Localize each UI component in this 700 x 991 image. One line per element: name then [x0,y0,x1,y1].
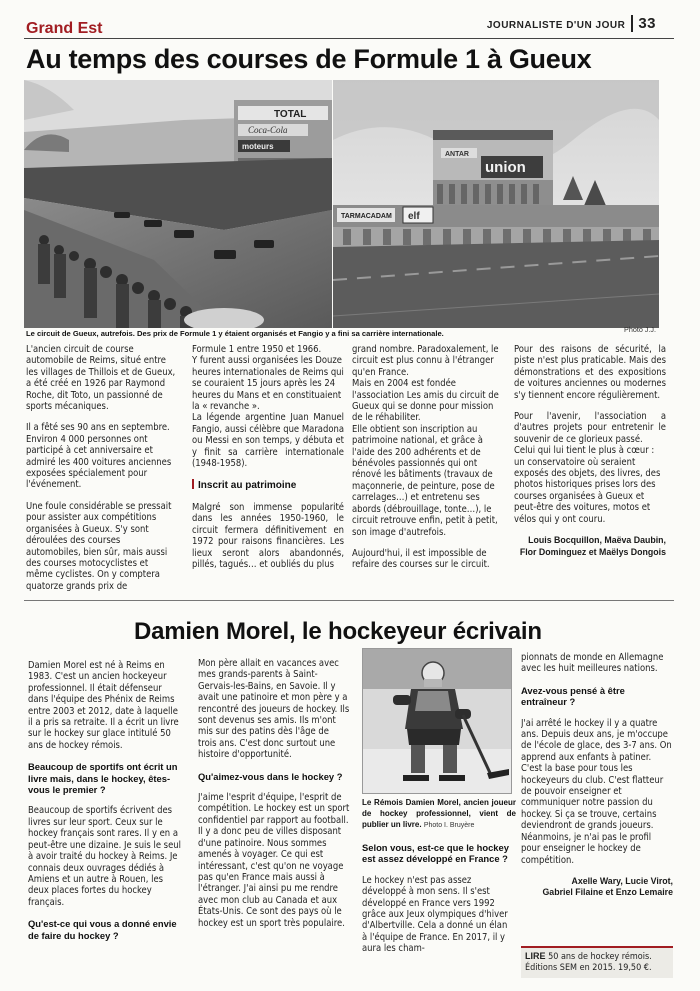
hockey-player-illustration [363,649,512,794]
subheading-text: Inscrit au patrimoine [198,480,297,492]
paragraph: Mon père allait en vacances avec mes grands-parents à Saint-Gervais-les-Bains, en Savoie. Il y avait une patinoire et mon père y a rencontré des joueurs de hockey. Ils sont devenus ses amis. Ils m'ont mis sur des patins dès l'âge de trois ans. C'est donc surtout une histoire d'opportunité. [198,658,350,761]
tarmacadam-sign: TARMACADAM [341,213,392,220]
moteurs-sign: moteurs [242,142,274,151]
grandstand-photo [333,80,659,328]
paragraph: Pour des raisons de sécurité, la piste n'est plus praticable. Mais des démonstrations et des expositions de voitures anciennes ou modernes s'y tiennent encore régulièrement. [514,344,666,401]
circuit-crowd-photo [24,80,332,328]
paragraph: Une foule considérable se pressait pour assister aux compétitions organisées à Gueux. S'y sont déroulées des courses automobiles, bien sûr, mais aussi des courses motocyclistes et même cyclistes. On y comptera quatorze grands prix de [26,500,172,592]
paragraph: Aujourd'hui, il est impossible de refaire des courses sur le circuit. [352,547,490,571]
grandstand-illustration [333,80,659,328]
circuit-crowd-illustration [24,80,332,328]
article-1-column-2 [192,344,344,594]
interview-question: Selon vous, est-ce que le hockey est assez développé en France ? [362,842,509,865]
paragraph: Le hockey n'est pas assez développé à mon sens. Il s'est développé en France vers 1992 grâce aux Jeux olympiques d'hiver d'Albertville. Cela a donné un élan à l'équipe de France. En 2017, il y aura les cham- [362,874,508,955]
paragraph: L'ancien circuit de course automobile de Reims, situé entre les villages de Thillois et de Gueux, a été créé en 1926 par Raymond Roche, dit Toto, un passionné de sports mécaniques. [26,344,176,413]
hockey-photo-caption [362,797,516,831]
paragraph: La légende argentine Juan Manuel Fangio, aussi célèbre que Maradona ou Messi en son temps, y débuta et y finit sa carrière internationale (1948-1958). [192,412,344,470]
antar-sign: ANTAR [445,151,469,158]
book-reference-text: 50 ans de hockey rémois. Éditions SEM en 2015. 19,50 €. [525,952,652,974]
paragraph: pionnats de monde en Allemagne avec les huit meilleures nations. [521,652,664,675]
hockey-caption-text: Le Rémois Damien Morel, ancien joueur de hockey professionnel, vient de publier un livre. [362,798,516,829]
article-1-column-4 [514,344,666,594]
paragraph: J'ai arrêté le hockey il y a quatre ans. Depuis deux ans, je m'occupe de l'école de glace, des 3-7 ans. On apprend aux enfants à patiner. C'est la base pour tous les hockeyeurs du club. C'est flatteur de pouvoir enseigner et communiquer notre passion du hockey. Si ça se trouve, certains deviendront de grands joueurs. Néanmoins, je n'ai pas le profil pour enseigner le hockey de compétition. [521,717,672,866]
hockey-photo-credit: Photo I. Bruyère [423,822,475,829]
coca-cola-sign: Coca-Cola [248,125,288,135]
article-2-column-2 [198,658,350,958]
photo-credit: Photo J.J. [624,325,656,334]
interview-question: Beaucoup de sportifs ont écrit un livre mais, dans le hockey, êtes-vous le premier ? [28,761,178,796]
interview-question: Avez-vous pensé à être entraîneur ? [521,684,625,708]
section-label: Grand Est [26,20,103,37]
author-line: Louis Bocquillon, Maëva Daubin, [528,535,666,546]
article-2-column-1 [28,660,184,960]
author-line: Flor Dominguez et Maëlys Dongois [519,546,666,557]
article-divider [24,600,674,601]
hockey-player-photo [362,648,512,794]
paragraph: Il a fêté ses 90 ans en septembre. Environ 4 000 personnes ont participé à cet anniversaire et admiré les 400 voitures anciennes exposées spécialement pour l'événement. [26,422,172,491]
header-rule [24,38,674,39]
article-1-headline: Au temps des courses de Formule 1 à Gueux [26,44,592,74]
article-1-column-1 [26,344,176,594]
subheading [192,479,344,491]
paragraph: Elle obtient son inscription au patrimoine national, et grâce à l'aide des 200 adhérents et de bénévoles passionnés qui ont rénové les bâtiments (travaux de maçonnerie, de peinture, pose de carrelages…) et entretenu ses abords (débrouillage, tonte…), le circuit retrouve enfin, petit à petit, son image d'autrefois. [352,423,498,538]
interview-question: Qu'est-ce qui vous a donné envie de faire du hockey ? [28,918,177,941]
article-2-column-4 [521,652,673,944]
subheading-marker [192,479,194,489]
paragraph: J'aime l'esprit d'équipe, l'esprit de compétition. Le hockey est un sport confidentiel par rapport au football. Il y a donc peu de villes disposant d'une patinoire. Nous sommes amenés à voyager. Ce qui est intéressant, c'est qu'on ne voyage pas qu'en France mais aussi à l'étranger. J'ai ainsi pu me rendre avec mon club au Canada et aux États-Unis. Ce sont des pays où le hockey est un sport très populaire. [198,792,350,929]
article-1-column-3 [352,344,504,594]
paragraph: Malgré son immense popularité dans les années 1950-1960, le circuit fermera définitivement en 1972 pour raisons financières. Les lieux seront alors abandonnés, pillés, tagués… et oubliés du plus [192,501,344,570]
article-2-column-3 [362,842,514,968]
article-2-authors [521,876,673,899]
paragraph: Celui qui lui tient le plus à cœur : un conservatoire où seraient exposés des objets, des livres, des photos historiques prises lors des courses organisées à Gueux et peut-être des voitures, motos et vélos qui y ont couru. [514,445,661,525]
author-line: Axelle Wary, Lucie Virot, [571,875,673,886]
paragraph: grand nombre. Paradoxalement, le circuit est plus connu à l'étranger qu'en France. [352,344,499,378]
photo-caption: Le circuit de Gueux, autrefois. Des prix de Formule 1 y étaient organisés et Fangio y a fini sa carrière internationale. [26,329,444,338]
page-number: 33 [631,15,656,32]
folio-label: JOURNALISTE D'UN JOUR [486,20,626,31]
article-2-headline: Damien Morel, le hockeyeur écrivain [134,618,542,645]
author-line: Gabriel Filaine et Enzo Lemaire [542,887,673,898]
lire-keyword: LIRE [525,951,546,961]
interview-question: Qu'aimez-vous dans le hockey ? [198,770,343,782]
article-1-authors [514,535,666,558]
paragraph: Formule 1 entre 1950 et 1966. [192,344,322,355]
paragraph: Pour l'avenir, l'association a d'autres projets pour entretenir le souvenir de ce glorieux passé. [514,411,666,445]
paragraph: Beaucoup de sportifs écrivent des livres sur leur sport. Ceux sur le hockey français sont rares. Il y en a peut-être une dizaine. Je suis le seul à avoir traité du hockey à Reims. Je connais deux ouvrages dédiés à Amiens et un autre à Rouen, les deux places fortes du hockey français. [28,805,181,908]
paragraph: Y furent aussi organisées les Douze heures internationales de Reims qui se couraient 15 jours après les 24 heures du Mans et en constituaient la « revanche ». [192,355,344,413]
book-reference-box [521,946,673,978]
paragraph: Mais en 2004 est fondée l'association Les amis du circuit de Gueux qui se donne pour mission de le réhabiliter. [352,378,499,424]
paragraph: Damien Morel est né à Reims en 1983. C'est un ancien hockeyeur professionnel. Il était défenseur dans l'équipe des Phénix de Reims entre 2003 et 2012, date à laquelle il a pris sa retraite. Il a écrit un livre sur le hockey sur glace intitulé 50 ans de hockey rémois. [28,660,179,751]
page-folio [487,15,656,32]
total-sign: TOTAL [274,109,307,120]
elf-sign: elf [408,211,420,222]
union-sign: union [485,159,526,176]
